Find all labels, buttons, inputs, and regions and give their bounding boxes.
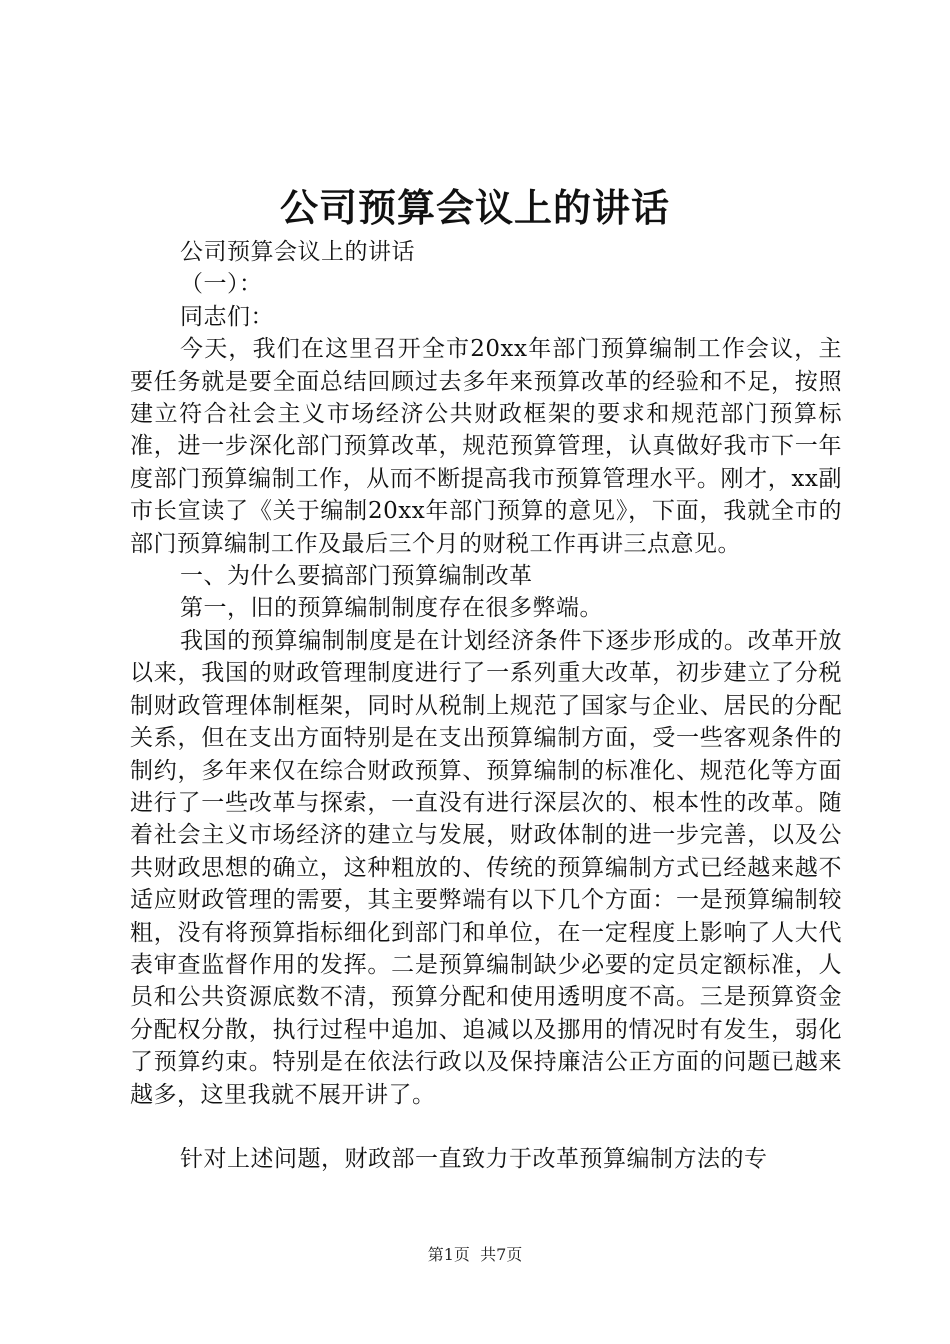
page-footer bbox=[0, 1243, 950, 1267]
document-body bbox=[130, 236, 842, 1175]
point-heading-paragraph: 第一，旧的预算编制制度存在很多弊端。 bbox=[180, 595, 603, 622]
subtitle-paragraph: 公司预算会议上的讲话 bbox=[180, 239, 415, 265]
body-paragraph: 针对上述问题，财政部一直致力于改革预算编制方法的专 bbox=[180, 1145, 768, 1172]
salutation-paragraph: 同志们： bbox=[180, 303, 274, 330]
document-title: 公司预算会议上的讲话 bbox=[279, 185, 670, 230]
section-marker-paragraph: （一）： bbox=[180, 271, 263, 298]
section-heading-paragraph: 一、为什么要搞部门预算编制改革 bbox=[180, 563, 533, 590]
body-paragraph: 今天，我们在这里召开全市20xx年部门预算编制工作会议，主要任务就是要全面总结回顾过去多年来预算改革的经验和不足，按照建立符合社会主义市场经济公共财政框架的要求和规范部门预算标准，进一步深化部门预算改革，规范预算管理，认真做好我市下一年度部门预算编制工作，从而不断提高我市预算管理水平。刚才，xx副市长宣读了《关于编制20xx年部门预算的意见》，下面，我就全市的部门预算编制工作及最后三个月的财税工作再讲三点意见。 bbox=[130, 336, 842, 557]
page-number-label: 第1页 共7页 bbox=[427, 1245, 523, 1264]
body-paragraph: 我国的预算编制制度是在计划经济条件下逐步形成的。改革开放以来，我国的财政管理制度进行了一系列重大改革，初步建立了分税制财政管理体制框架，同时从税制上规范了国家与企业、居民的分配关系，但在支出方面特别是在支出预算编制方面，受一些客观条件的制约，多年来仅在综合财政预算、预算编制的标准化、规范化等方面进行了一些改革与探索，一直没有进行深层次的、根本性的改革。随着社会主义市场经济的建立与发展，财政体制的进一步完善，以及公共财政思想的确立，这种粗放的、传统的预算编制方式已经越来越不适应财政管理的需要，其主要弊端有以下几个方面：一是预算编制较粗，没有将预算指标细化到部门和单位，在一定程度上影响了人大代表审查监督作用的发挥。二是预算编制缺少必要的定员定额标准，人员和公共资源底数不清，预算分配和使用透明度不高。三是预算资金分配权分散，执行过程中追加、追减以及挪用的情况时有发生，弱化了预算约束。特别是在依法行政以及保持廉洁公正方面的问题已越来越多，这里我就不展开讲了。 bbox=[130, 627, 842, 1108]
